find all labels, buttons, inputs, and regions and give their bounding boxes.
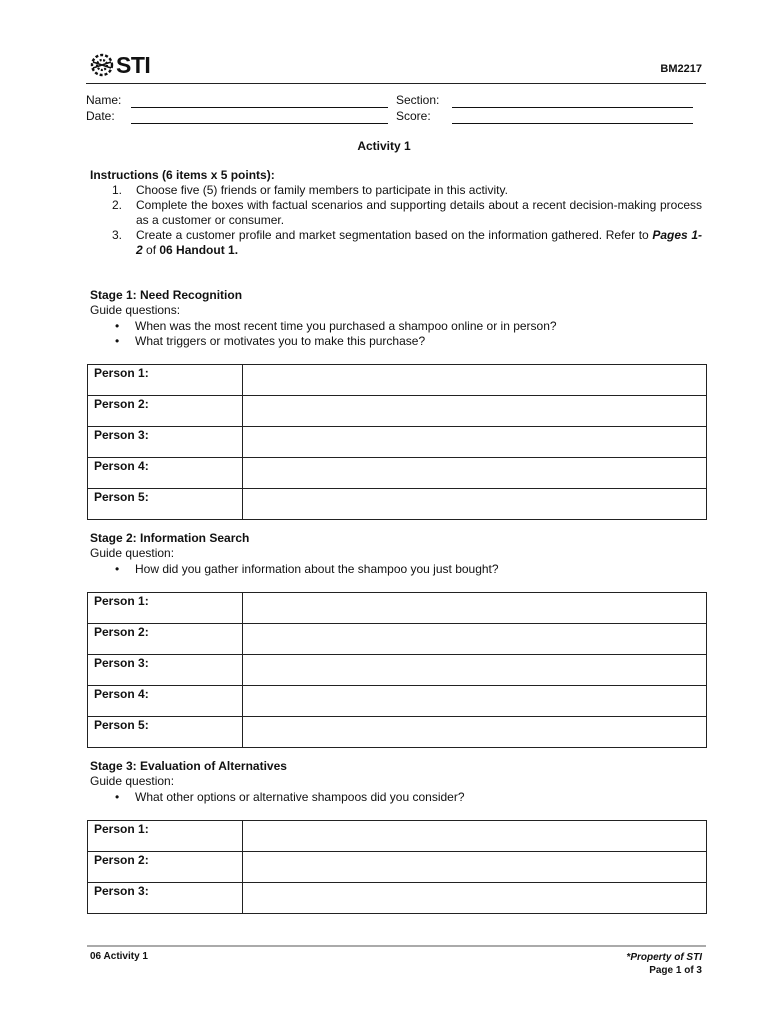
table-row [88,821,707,852]
person-label: Person 4: [88,686,243,717]
section-field[interactable] [452,107,693,108]
question-text: When was the most recent time you purchased a shampoo online or in person? [135,319,557,333]
table-row [88,655,707,686]
item-number: 1. [112,183,123,197]
bullet-icon: • [115,334,120,348]
score-field[interactable] [452,123,693,124]
list-item [112,198,702,228]
section-label: Section: [396,93,440,107]
footer-doc-name: 06 Activity 1 [90,951,148,962]
list-item [112,183,702,198]
person-label: Person 3: [88,883,243,914]
answer-cell[interactable] [243,686,707,717]
pages-reference: Pages 1-2 [136,228,702,257]
table-row [88,686,707,717]
answer-cell[interactable] [243,624,707,655]
globe-icon [90,53,114,77]
table-row [88,624,707,655]
date-field[interactable] [131,123,388,124]
table-row [88,852,707,883]
bullet-icon: • [115,319,120,333]
stage-1-table [87,364,707,520]
stage-1-question [115,334,425,348]
document-code: BM2217 [660,63,702,75]
footer-info [626,951,702,977]
stage-2-guide: Guide question: [90,546,175,560]
answer-cell[interactable] [243,821,707,852]
stage-2-title: Stage 2: Information Search [90,531,250,545]
item-text-main: Create a customer profile and market segmentation based on the information gathered. Refer to [136,228,649,242]
stage-2-question [115,562,499,576]
sti-logo [90,52,150,78]
score-label: Score: [396,109,431,123]
stage-1-title: Stage 1: Need Recognition [90,288,243,302]
item-number: 3. [112,228,123,242]
item-text [136,228,702,258]
stage-1-question [115,319,557,333]
answer-cell[interactable] [243,427,707,458]
table-row [88,396,707,427]
answer-cell[interactable] [243,852,707,883]
person-label: Person 5: [88,489,243,520]
table-row [88,458,707,489]
date-label: Date: [86,109,115,123]
stage-3-title: Stage 3: Evaluation of Alternatives [90,759,287,773]
person-label: Person 2: [88,852,243,883]
header-divider [86,83,706,84]
question-text: How did you gather information about the shampoo you just bought? [135,562,499,576]
table-row [88,365,707,396]
table-row [88,593,707,624]
person-label: Person 1: [88,365,243,396]
page-number: Page 1 of 3 [649,965,702,976]
of-text: of [142,243,160,257]
instructions-heading: Instructions (6 items x 5 points): [90,168,275,182]
stage-3-guide: Guide question: [90,774,175,788]
stage-3-table [87,820,707,914]
answer-cell[interactable] [243,396,707,427]
person-label: Person 1: [88,821,243,852]
answer-cell[interactable] [243,717,707,748]
table-row [88,883,707,914]
table-row [88,427,707,458]
answer-cell[interactable] [243,883,707,914]
person-label: Person 3: [88,655,243,686]
footer-divider [87,945,706,947]
person-label: Person 2: [88,396,243,427]
property-notice: *Property of STI [626,952,702,963]
item-text: Choose five (5) friends or family members to participate in this activity. [136,183,508,197]
answer-cell[interactable] [243,489,707,520]
answer-cell[interactable] [243,458,707,489]
table-row [88,717,707,748]
name-label: Name: [86,93,122,107]
stage-2-table [87,592,707,748]
stage-3-question [115,790,465,804]
name-field[interactable] [131,107,388,108]
person-label: Person 1: [88,593,243,624]
bullet-icon: • [115,790,120,804]
person-label: Person 5: [88,717,243,748]
bullet-icon: • [115,562,120,576]
table-row [88,489,707,520]
page-title: Activity 1 [357,139,411,153]
item-text: Complete the boxes with factual scenarios and supporting details about a recent decision-making process as a customer or consumer. [136,198,702,227]
person-label: Person 3: [88,427,243,458]
stage-1-guide: Guide questions: [90,303,181,317]
answer-cell[interactable] [243,655,707,686]
item-number: 2. [112,198,123,212]
answer-cell[interactable] [243,593,707,624]
question-text: What other options or alternative shampoos did you consider? [135,790,465,804]
person-label: Person 4: [88,458,243,489]
question-text: What triggers or motivates you to make this purchase? [135,334,426,348]
instructions-list [112,183,702,258]
logo-text: STI [116,52,151,78]
list-item [112,228,702,258]
person-label: Person 2: [88,624,243,655]
handout-reference: 06 Handout 1. [159,243,239,257]
answer-cell[interactable] [243,365,707,396]
